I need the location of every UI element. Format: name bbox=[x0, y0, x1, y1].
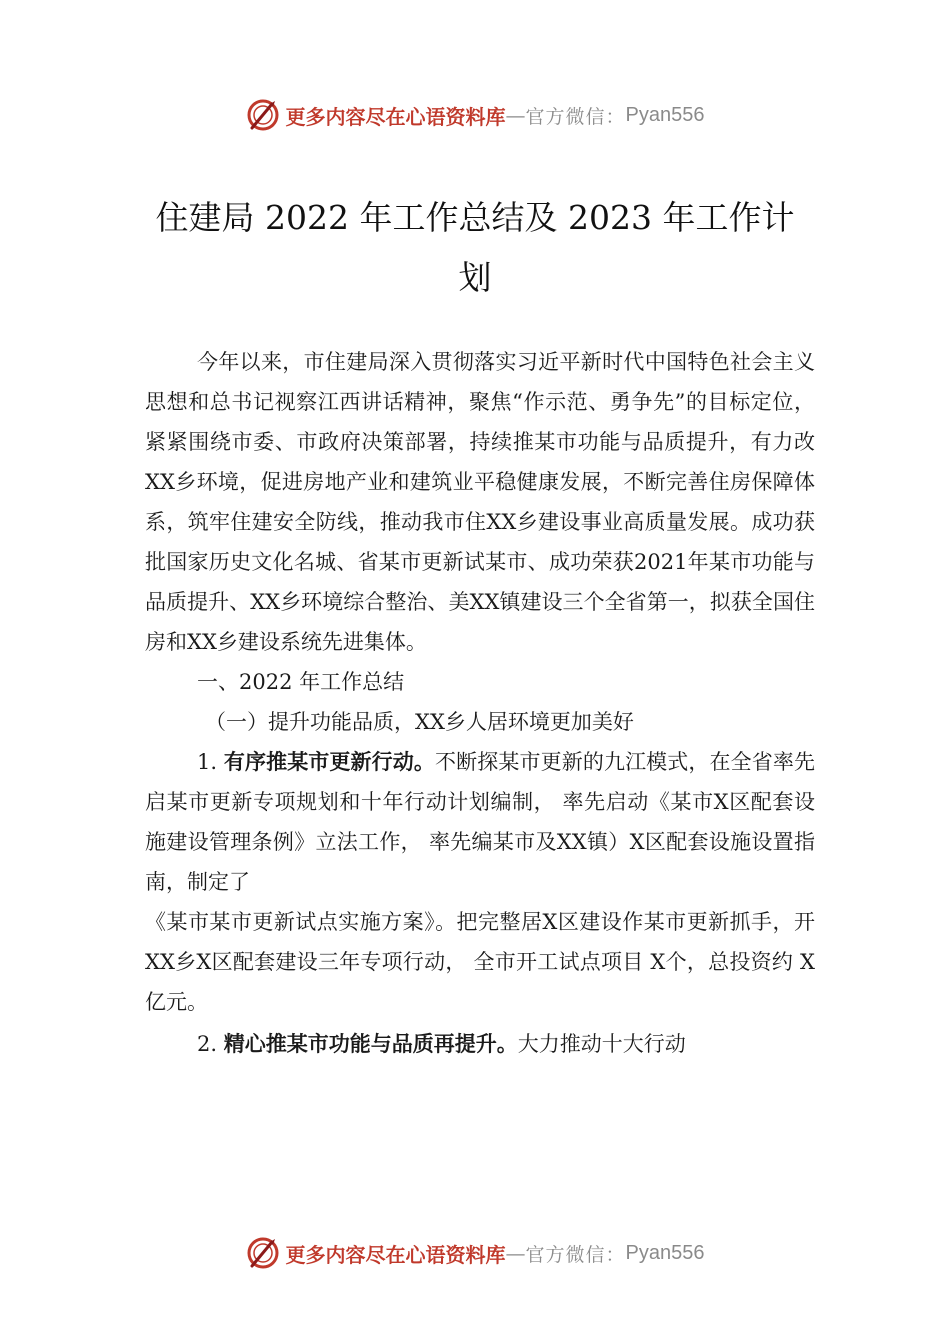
item-2-text: 大力推动十大行动 bbox=[517, 1032, 686, 1056]
title-line-1: 住建局 2022 年工作总结及 2023 年工作计 bbox=[155, 198, 795, 237]
title-line-2: 划 bbox=[458, 258, 492, 297]
section-heading-1: 一、2022 年工作总结 bbox=[197, 670, 405, 694]
banner-dash: — bbox=[505, 103, 526, 127]
document-body bbox=[145, 342, 815, 1064]
banner-wechat-label: 官方微信： bbox=[525, 105, 626, 128]
item-1-paragraph bbox=[145, 742, 815, 902]
item-2-heading: 精心推某市功能与品质再提升。 bbox=[223, 1031, 518, 1056]
banner-dash: — bbox=[505, 1241, 526, 1265]
banner-wechat-id: Pyan556 bbox=[625, 103, 705, 126]
subsection-heading-1: （一）提升功能品质，XX乡人居环境更加美好 bbox=[205, 710, 634, 734]
banner-library-text: 更多内容尽在心语资料库 bbox=[285, 1242, 506, 1267]
item-1-heading: 有序推某市更新行动。 bbox=[223, 749, 436, 774]
banner-wechat-label: 官方微信： bbox=[525, 1243, 626, 1266]
header-banner bbox=[0, 95, 950, 135]
pen-seal-logo-icon bbox=[246, 1236, 280, 1270]
pen-seal-logo-icon bbox=[246, 98, 280, 132]
banner-wechat-id: Pyan556 bbox=[625, 1241, 705, 1264]
item-1-continued: 《某市某市更新试点实施方案》。把完整居X区建设作某市更新抓手，开XX乡X区配套建设三年专项行动， 全市开工试点项目 X个，总投资约 X亿元。 bbox=[145, 910, 815, 1014]
item-2-paragraph bbox=[145, 1024, 815, 1064]
footer-banner bbox=[0, 1233, 950, 1273]
item-1-number: 1. bbox=[197, 750, 218, 774]
item-2-number: 2. bbox=[197, 1032, 218, 1056]
intro-paragraph: 今年以来，市住建局深入贯彻落实习近平新时代中国特色社会主义思想和总书记视察江西讲话精神，聚焦“作示范、勇争先”的目标定位，紧紧围绕市委、市政府决策部署，持续推某市功能与品质提升，有力改XX乡环境，促进房地产业和建筑业平稳健康发展，不断完善住房保障体系，筑牢住建安全防线，推动我市住XX乡建设事业高质量发展。成功获批国家历史文化名城、省某市更新试某市、成功荣获2021年某市功能与品质提升、XX乡环境综合整治、美XX镇建设三个全省第一，拟获全国住房和XX乡建设系统先进集体。 bbox=[145, 350, 815, 654]
item-1-text-a: 不断探某市更新的九江模式，在全省率先启某市更新专项规划和十年行动计划编制， 率先启动《某市X区配套设施建设管理条例》立法工作， 率先编某市及XX镇）X区配套设施设置指南，制定了 bbox=[145, 750, 815, 894]
document-title bbox=[130, 188, 820, 308]
banner-library-text: 更多内容尽在心语资料库 bbox=[285, 104, 506, 129]
